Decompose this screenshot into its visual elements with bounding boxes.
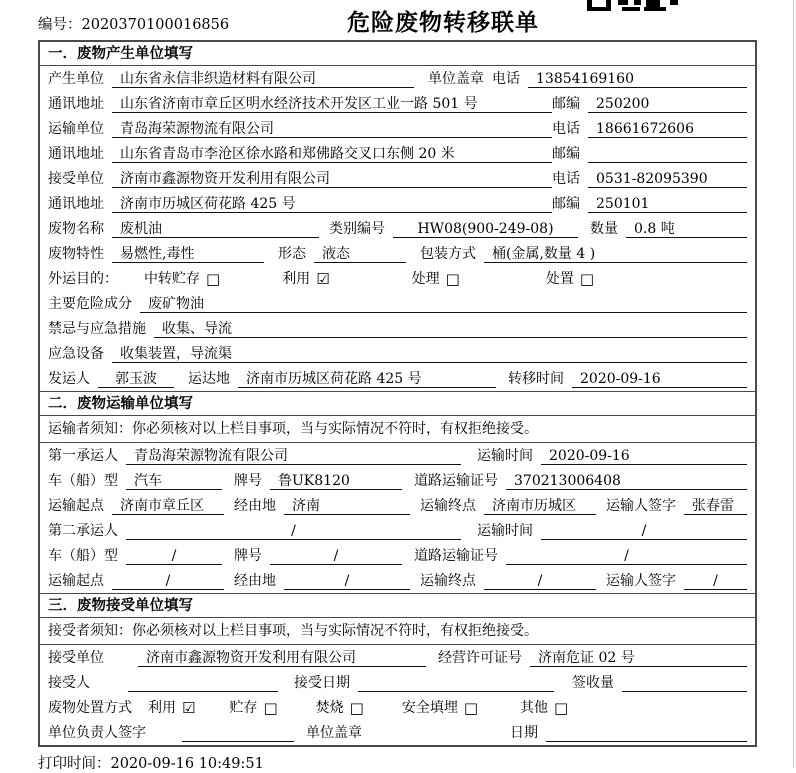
row-receiver-address — [40, 191, 755, 216]
via-value-1: 济南 — [284, 497, 410, 515]
row-transport-unit — [40, 116, 755, 141]
road-permit-label-2: 道路运输证号 — [414, 548, 498, 564]
vehicle-type-value-1: 汽车 — [126, 472, 222, 490]
disposal-burn-checkbox: □ — [349, 699, 364, 717]
row-transport-address — [40, 141, 755, 166]
page-right-edge — [793, 0, 794, 768]
row-generator-address — [40, 91, 755, 116]
via-value-2: / — [284, 572, 410, 590]
consignor-label: 发运人 — [48, 371, 90, 387]
accept-person-label: 接受人 — [48, 675, 90, 691]
row-emergency-equipment — [40, 341, 755, 366]
section-2-header: 二．废物运输单位填写 — [40, 391, 755, 416]
treat-checkbox: □ — [445, 270, 460, 288]
waste-character-label: 废物特性 — [48, 246, 104, 262]
first-carrier-value: 青岛海荣源物流有限公司 — [126, 447, 461, 465]
via-label-2: 经由地 — [234, 573, 276, 589]
row-first-carrier — [40, 443, 755, 468]
road-permit-label-1: 道路运输证号 — [414, 473, 498, 489]
transporter-notice: 运输者须知：你必须核对以上栏目事项，当与实际情况不符时，有权拒绝接受。 — [40, 416, 755, 443]
disposal-use-label: 利用 — [148, 700, 176, 716]
transport-time-label-2: 运输时间 — [477, 523, 533, 539]
row-accept-unit — [40, 645, 755, 670]
receipt-amount-label: 签收量 — [572, 675, 614, 691]
accept-person-value — [128, 674, 278, 692]
carrier-sign-value-2: / — [684, 572, 747, 590]
phone-value-1: 13854169160 — [528, 70, 747, 88]
destination-label: 运达地 — [188, 371, 230, 387]
row-accept-person — [40, 670, 755, 695]
generator-unit-value: 山东省永信非织造材料有限公司 — [112, 70, 414, 88]
plate-value-2: / — [270, 547, 402, 565]
packing-label: 包装方式 — [420, 246, 476, 262]
receiver-unit-label: 接受单位 — [48, 171, 104, 187]
zip-value-3: 250101 — [588, 195, 747, 213]
print-time-line — [38, 752, 796, 773]
second-carrier-value: / — [126, 522, 461, 540]
transfer-time-value: 2020-09-16 — [572, 370, 747, 388]
consignor-value: 郭玉波 — [98, 370, 174, 388]
license-label: 经营许可证号 — [438, 650, 522, 666]
accept-date-value — [358, 674, 554, 692]
address-value-1: 山东省济南市章丘区明水经济技术开发区工业一路 501 号 — [112, 95, 552, 113]
section-1-header: 一．废物产生单位填写 — [40, 42, 755, 66]
plate-label-2: 牌号 — [234, 548, 262, 564]
row-outbound-purpose — [40, 266, 755, 291]
use-checkbox: ☑ — [316, 270, 330, 288]
address-label-1: 通讯地址 — [48, 96, 104, 112]
serial-label: 编号： — [38, 17, 82, 33]
row-disposal-method — [40, 695, 755, 720]
waste-name-label: 废物名称 — [48, 221, 104, 237]
unit-seal-label-2: 单位盖章 — [306, 725, 362, 741]
phone-value-2: 18661672606 — [588, 120, 747, 138]
end-label-2: 运输终点 — [420, 573, 476, 589]
address-label-3: 通讯地址 — [48, 196, 104, 212]
origin-label-2: 运输起点 — [48, 573, 104, 589]
form-value: 液态 — [314, 245, 406, 263]
disposal-landfill-label: 安全填埋 — [401, 700, 458, 716]
destination-value: 济南市历城区荷花路 425 号 — [238, 370, 496, 388]
treat-label: 处理 — [411, 271, 440, 287]
row-vehicle-2 — [40, 543, 755, 568]
license-value: 济南危证 02 号 — [530, 649, 747, 667]
quantity-label: 数量 — [590, 221, 618, 237]
transfer-storage-checkbox: □ — [206, 270, 221, 288]
accept-unit-label: 接受单位 — [48, 650, 104, 666]
category-label: 类别编号 — [329, 221, 385, 237]
accept-date-label: 接受日期 — [294, 675, 350, 691]
zip-label-1: 邮编 — [552, 96, 580, 112]
origin-value-2: / — [112, 572, 224, 590]
row-taboo-measures — [40, 316, 755, 341]
plate-value-1: 鲁UK8120 — [270, 472, 402, 490]
emergency-equipment-value: 收集装置，导流渠 — [112, 345, 747, 363]
dispose-checkbox: □ — [579, 270, 595, 288]
seal-date-label: 日期 — [510, 725, 538, 741]
transport-time-value-1: 2020-09-16 — [541, 447, 747, 465]
hazard-component-label: 主要危险成分 — [48, 296, 132, 312]
disposal-method-label: 废物处置方式 — [48, 700, 132, 716]
zip-label-2: 邮编 — [552, 146, 580, 162]
disposal-use-checkbox: ☑ — [182, 699, 196, 717]
receipt-amount-value — [622, 674, 747, 692]
origin-value-1: 济南市章丘区 — [112, 497, 224, 515]
emergency-equipment-label: 应急设备 — [48, 346, 104, 362]
serial-value: 2020370100016856 — [81, 17, 230, 33]
waste-character-value: 易燃性,毒性 — [112, 245, 264, 263]
use-label: 利用 — [282, 271, 311, 287]
address-label-2: 通讯地址 — [48, 146, 104, 162]
road-permit-value-1: 370213006408 — [506, 472, 747, 490]
phone-label-2: 电话 — [552, 121, 580, 137]
disposal-other-checkbox: □ — [554, 699, 569, 717]
row-generator-unit — [40, 66, 755, 91]
receiver-unit-value: 济南市鑫源物资开发利用有限公司 — [112, 170, 552, 188]
disposal-store-label: 贮存 — [229, 700, 258, 716]
quantity-value: 0.8 吨 — [626, 220, 747, 238]
plate-label-1: 牌号 — [234, 473, 262, 489]
transfer-storage-label: 中转贮存 — [144, 271, 200, 287]
first-carrier-label: 第一承运人 — [48, 448, 118, 464]
row-waste-name — [40, 216, 755, 241]
row-route-1 — [40, 493, 755, 518]
zip-value-1: 250200 — [588, 95, 747, 113]
section-3-header: 三．废物接受单位填写 — [40, 593, 755, 618]
unit-seal-label: 单位盖章 — [428, 71, 484, 87]
dispose-label: 处置 — [545, 271, 574, 287]
row-vehicle-1 — [40, 468, 755, 493]
origin-label-1: 运输起点 — [48, 498, 104, 514]
address-value-2: 山东省青岛市李沧区徐水路和郑佛路交叉口东侧 20 米 — [112, 145, 552, 163]
qr-code-fragment-icon — [584, 0, 684, 11]
transfer-form-table — [38, 40, 757, 747]
zip-value-2 — [588, 145, 747, 163]
disposal-burn-label: 焚烧 — [315, 700, 344, 716]
transport-time-label-1: 运输时间 — [477, 448, 533, 464]
transport-unit-value: 青岛海荣源物流有限公司 — [112, 120, 552, 138]
document-header — [0, 0, 796, 40]
transfer-time-label: 转移时间 — [508, 371, 564, 387]
vehicle-type-value-2: / — [126, 547, 222, 565]
form-label: 形态 — [278, 246, 306, 262]
document-title: 危险废物转移联单 — [347, 9, 539, 36]
row-hazard-component — [40, 291, 755, 316]
phone-label-3: 电话 — [552, 171, 580, 187]
receiver-notice: 接受者须知：你必须核对以上栏目事项，当与实际情况不符时，有权拒绝接受。 — [40, 618, 755, 645]
end-value-1: 济南市历城区 — [484, 497, 596, 515]
packing-value: 桶(金属,数量 4 ) — [484, 245, 747, 263]
print-time-value: 2020-09-16 10:49:51 — [110, 756, 264, 772]
carrier-sign-value-1: 张春雷 — [684, 497, 747, 515]
row-responsible-sign — [40, 720, 755, 745]
transport-unit-label: 运输单位 — [48, 121, 104, 137]
row-waste-character — [40, 241, 755, 266]
row-receiver-unit — [40, 166, 755, 191]
taboo-measures-label: 禁忌与应急措施 — [48, 321, 146, 337]
purpose-label: 外运目的： — [48, 271, 118, 287]
responsible-sign-label: 单位负责人签字 — [48, 725, 146, 741]
phone-value-3: 0531-82095390 — [588, 170, 747, 188]
zip-label-3: 邮编 — [552, 196, 580, 212]
row-consignor — [40, 366, 755, 391]
hazard-component-value: 废矿物油 — [140, 295, 747, 313]
row-second-carrier — [40, 518, 755, 543]
end-value-2: / — [484, 572, 596, 590]
disposal-landfill-checkbox: □ — [463, 699, 479, 717]
vehicle-type-label-2: 车（船）型 — [48, 548, 118, 564]
transport-time-value-2: / — [541, 522, 747, 540]
vehicle-type-label-1: 车（船）型 — [48, 473, 118, 489]
row-route-2 — [40, 568, 755, 593]
carrier-sign-label-1: 运输人签字 — [606, 498, 676, 514]
via-label-1: 经由地 — [234, 498, 276, 514]
print-time-label: 打印时间： — [38, 756, 111, 772]
phone-label-1: 电话 — [492, 71, 520, 87]
taboo-measures-value: 收集、导流 — [154, 320, 747, 338]
end-label-1: 运输终点 — [420, 498, 476, 514]
waste-name-value: 废机油 — [112, 220, 319, 238]
category-value: HW08(900-249-08) — [393, 220, 578, 238]
disposal-store-checkbox: □ — [263, 699, 278, 717]
address-value-3: 济南市历城区荷花路 425 号 — [112, 195, 552, 213]
second-carrier-label: 第二承运人 — [48, 523, 118, 539]
responsible-sign-value — [182, 724, 294, 742]
road-permit-value-2: / — [506, 547, 747, 565]
generator-unit-label: 产生单位 — [48, 71, 104, 87]
seal-date-value — [546, 724, 747, 742]
carrier-sign-label-2: 运输人签字 — [606, 573, 676, 589]
accept-unit-value: 济南市鑫源物资开发利用有限公司 — [138, 649, 426, 667]
disposal-other-label: 其他 — [520, 700, 549, 716]
